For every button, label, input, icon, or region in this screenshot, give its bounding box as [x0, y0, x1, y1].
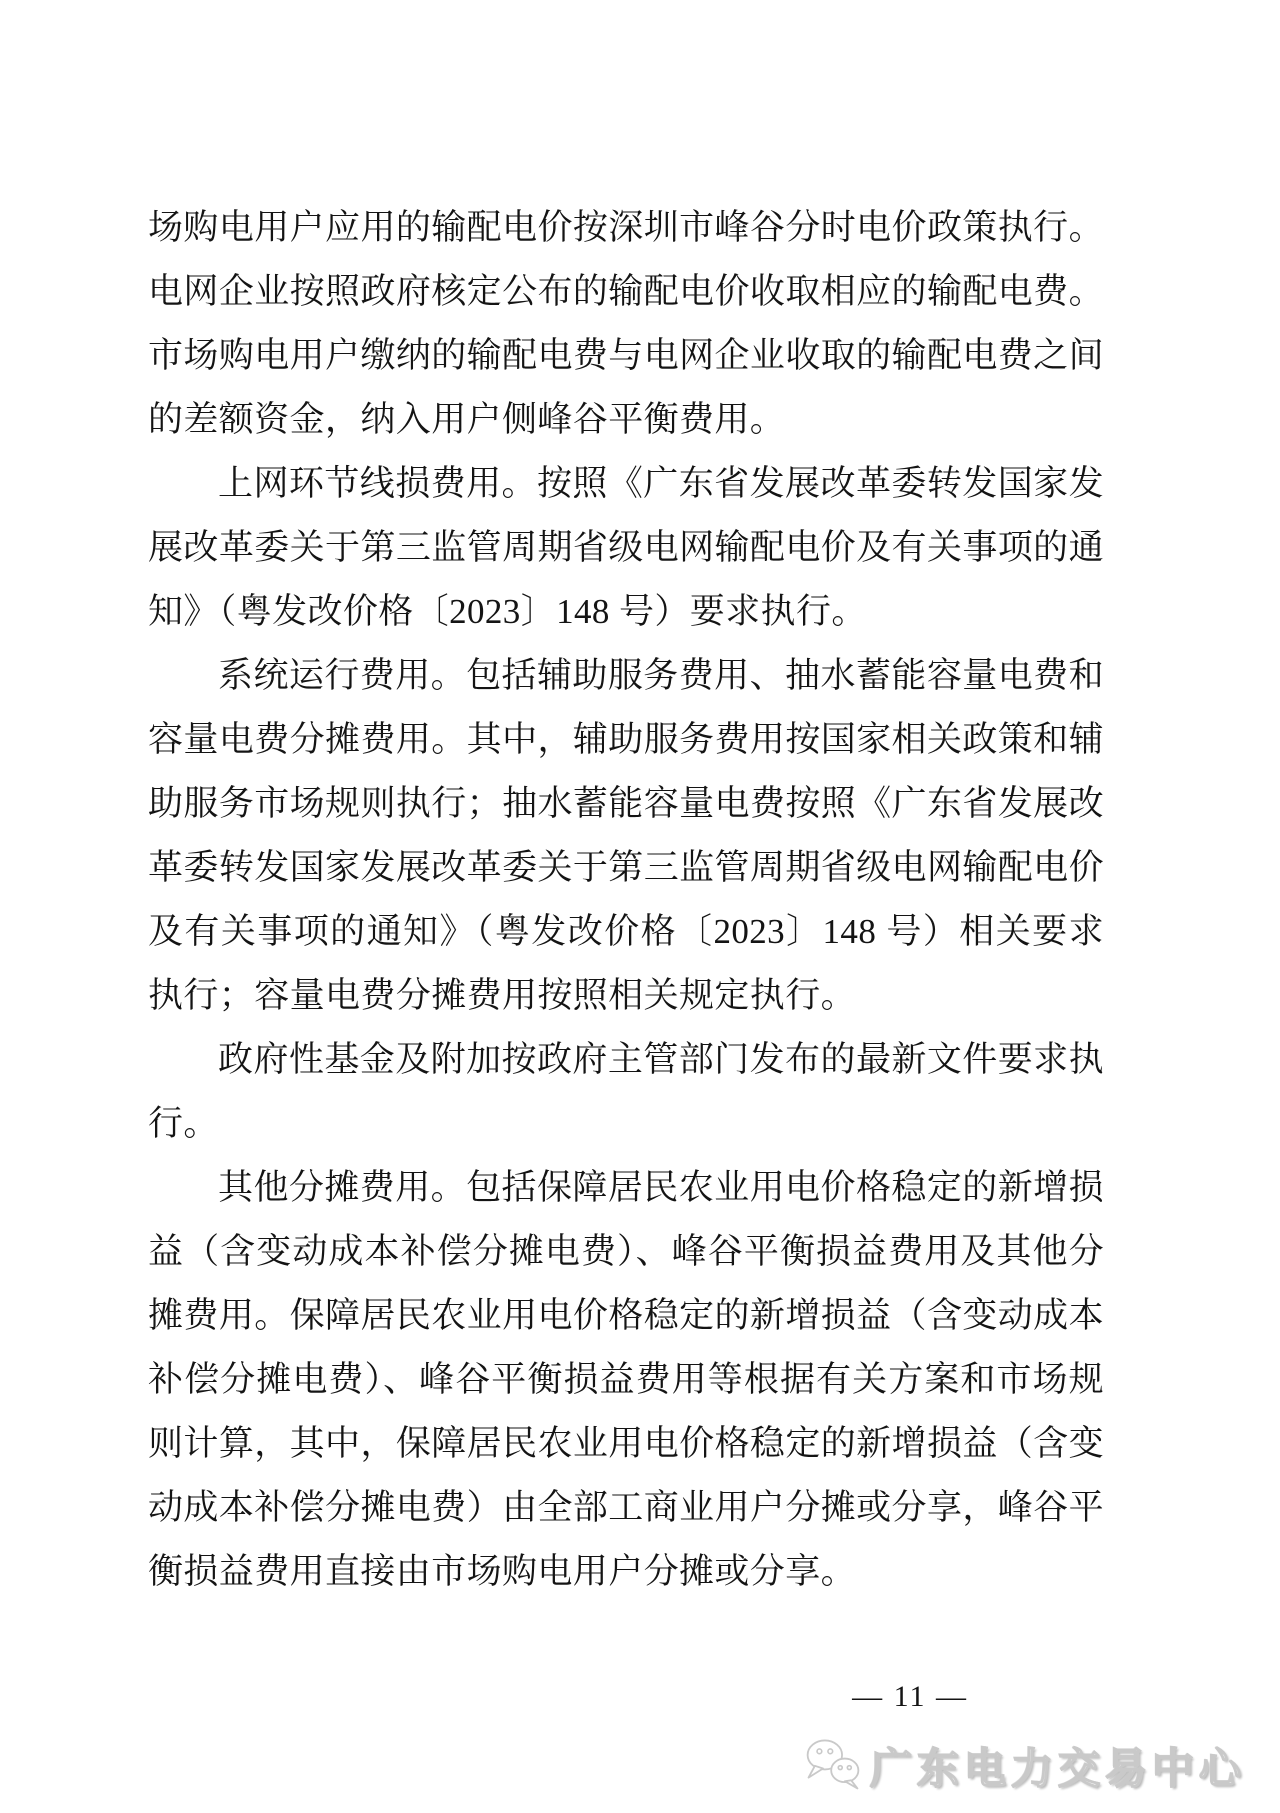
page-body-text [148, 196, 1104, 1604]
paragraph: 上网环节线损费用。按照《广东省发展改革委转发国家发展改革委关于第三监管周期省级电网输配电价及有关事项的通知》（粤发改价格〔2023〕148 号）要求执行。 [148, 464, 1104, 631]
watermark [804, 1736, 1246, 1796]
paragraph: 系统运行费用。包括辅助服务费用、抽水蓄能容量电费和容量电费分摊费用。其中，辅助服务费用按国家相关政策和辅助服务市场规则执行；抽水蓄能容量电费按照《广东省发展改革委转发国家发展改革委关于第三监管周期省级电网输配电价及有关事项的通知》（粤发改价格〔2023〕148 号）相关要求执行；容量电费分摊费用按照相关规定执行。 [148, 656, 1104, 1015]
paragraph: 场购电用户应用的输配电价按深圳市峰谷分时电价政策执行。电网企业按照政府核定公布的输配电价收取相应的输配电费。市场购电用户缴纳的输配电费与电网企业收取的输配电费之间的差额资金，纳入用户侧峰谷平衡费用。 [148, 208, 1104, 439]
paragraph: 政府性基金及附加按政府主管部门发布的最新文件要求执行。 [148, 1040, 1104, 1143]
wechat-icon [804, 1737, 862, 1796]
paragraph: 其他分摊费用。包括保障居民农业用电价格稳定的新增损益（含变动成本补偿分摊电费）、峰谷平衡损益费用及其他分摊费用。保障居民农业用电价格稳定的新增损益（含变动成本补偿分摊电费）、峰谷平衡损益费用等根据有关方案和市场规则计算，其中，保障居民农业用电价格稳定的新增损益（含变动成本补偿分摊电费）由全部工商业用户分摊或分享，峰谷平衡损益费用直接由市场购电用户分摊或分享。 [148, 1168, 1104, 1591]
watermark-label: 广东电力交易中心 [869, 1745, 1246, 1792]
page-number: — 11 — [852, 1680, 968, 1713]
